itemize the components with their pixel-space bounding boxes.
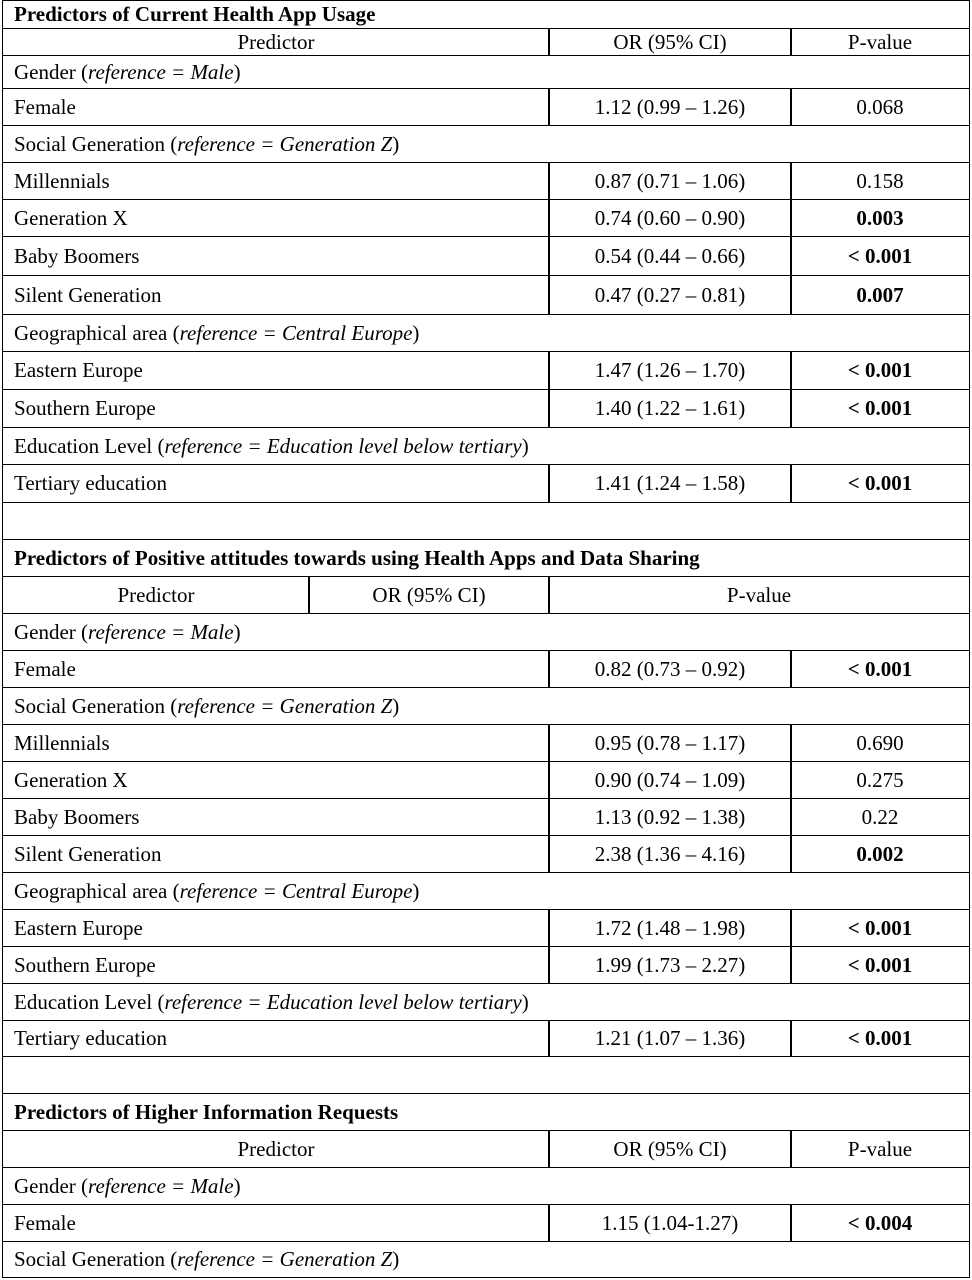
or-value: 1.99 (1.73 – 2.27): [548, 946, 792, 984]
p-value: < 0.001: [790, 909, 970, 947]
or-value: 0.47 (0.27 – 0.81): [548, 275, 792, 315]
group-label: Social Generation ( reference = Generation Z ): [2, 687, 970, 725]
group-label: Social Generation ( reference = Generation Z ): [2, 1241, 970, 1278]
p-value: < 0.001: [790, 946, 970, 984]
p-value: 0.690: [790, 724, 970, 762]
predictor-name: Eastern Europe: [2, 351, 550, 390]
or-value: 1.15 (1.04-1.27): [548, 1204, 792, 1242]
table-row: [0, 650, 970, 688]
group-label: Geographical area ( reference = Central Europe ): [2, 872, 970, 910]
group-row: [0, 687, 970, 725]
or-value: 1.40 (1.22 – 1.61): [548, 389, 792, 428]
section-title-row: [0, 0, 970, 29]
header-predictor: Predictor: [2, 1130, 550, 1168]
header-predictor: Predictor: [2, 576, 310, 614]
or-value: 1.12 (0.99 – 1.26): [548, 88, 792, 126]
group-row: [0, 1167, 970, 1205]
table-row: [0, 275, 970, 315]
spacer-cell: [2, 1056, 970, 1094]
p-value: 0.275: [790, 761, 970, 799]
section-title-row: [0, 539, 970, 577]
predictor-name: Baby Boomers: [2, 236, 550, 276]
table-row: [0, 236, 970, 276]
spacer-cell: [2, 502, 970, 540]
or-value: 1.13 (0.92 – 1.38): [548, 798, 792, 836]
or-value: 0.87 (0.71 – 1.06): [548, 162, 792, 200]
table-row: [0, 909, 970, 947]
header-p-value: P-value: [790, 1130, 970, 1168]
section-title: Predictors of Positive attitudes towards using Health Apps and Data Sharing: [2, 539, 970, 577]
group-label: Social Generation ( reference = Generation Z ): [2, 125, 970, 163]
p-value: < 0.001: [790, 389, 970, 428]
or-value: 0.90 (0.74 – 1.09): [548, 761, 792, 799]
group-row: [0, 872, 970, 910]
p-value: 0.007: [790, 275, 970, 315]
p-value: 0.002: [790, 835, 970, 873]
predictor-name: Eastern Europe: [2, 909, 550, 947]
group-row: [0, 613, 970, 651]
or-value: 2.38 (1.36 – 4.16): [548, 835, 792, 873]
p-value: < 0.001: [790, 351, 970, 390]
predictor-name: Silent Generation: [2, 835, 550, 873]
group-label: Gender ( reference = Male ): [2, 613, 970, 651]
table-row: [0, 761, 970, 799]
table-row: [0, 162, 970, 200]
p-value: < 0.001: [790, 1020, 970, 1057]
spacer-row: [0, 502, 970, 540]
group-row: [0, 314, 970, 352]
table-row: [0, 1020, 970, 1057]
or-value: 1.72 (1.48 – 1.98): [548, 909, 792, 947]
table-row: [0, 724, 970, 762]
group-row: [0, 983, 970, 1021]
group-row: [0, 427, 970, 465]
section-title: Predictors of Current Health App Usage: [2, 0, 970, 29]
table-row: [0, 464, 970, 503]
header-or: OR (95% CI): [308, 576, 550, 614]
table-row: [0, 351, 970, 390]
group-row: [0, 1241, 970, 1278]
table-row: [0, 946, 970, 984]
group-row: [0, 55, 970, 89]
p-value: 0.158: [790, 162, 970, 200]
table-row: [0, 835, 970, 873]
header-row: [0, 28, 970, 56]
predictor-name: Southern Europe: [2, 389, 550, 428]
or-value: 1.41 (1.24 – 1.58): [548, 464, 792, 503]
section-title: Predictors of Higher Information Requests: [2, 1093, 970, 1131]
p-value: < 0.001: [790, 236, 970, 276]
p-value: < 0.001: [790, 464, 970, 503]
group-label: Gender ( reference = Male ): [2, 1167, 970, 1205]
p-value: 0.068: [790, 88, 970, 126]
group-label: Education Level ( reference = Education level below tertiary ): [2, 983, 970, 1021]
header-or: OR (95% CI): [548, 1130, 792, 1168]
spacer-row: [0, 1056, 970, 1094]
table-row: [0, 88, 970, 126]
predictor-name: Tertiary education: [2, 464, 550, 503]
predictor-name: Female: [2, 88, 550, 126]
group-label: Education Level ( reference = Education level below tertiary ): [2, 427, 970, 465]
group-row: [0, 125, 970, 163]
predictor-name: Female: [2, 650, 550, 688]
predictor-name: Generation X: [2, 761, 550, 799]
or-value: 0.95 (0.78 – 1.17): [548, 724, 792, 762]
header-row: [0, 576, 970, 614]
table-row: [0, 798, 970, 836]
group-label: Gender ( reference = Male ): [2, 55, 970, 89]
predictor-name: Millennials: [2, 724, 550, 762]
or-value: 1.47 (1.26 – 1.70): [548, 351, 792, 390]
table-row: [0, 199, 970, 237]
p-value: < 0.004: [790, 1204, 970, 1242]
header-row: [0, 1130, 970, 1168]
table-row: [0, 1204, 970, 1242]
header-predictor: Predictor: [2, 28, 550, 56]
predictor-name: Generation X: [2, 199, 550, 237]
predictor-name: Silent Generation: [2, 275, 550, 315]
or-value: 0.82 (0.73 – 0.92): [548, 650, 792, 688]
predictor-name: Female: [2, 1204, 550, 1242]
or-value: 0.54 (0.44 – 0.66): [548, 236, 792, 276]
predictor-name: Millennials: [2, 162, 550, 200]
predictor-name: Tertiary education: [2, 1020, 550, 1057]
predictor-name: Baby Boomers: [2, 798, 550, 836]
p-value: 0.22: [790, 798, 970, 836]
section-title-row: [0, 1093, 970, 1131]
header-p-value: P-value: [548, 576, 970, 614]
p-value: 0.003: [790, 199, 970, 237]
predictor-name: Southern Europe: [2, 946, 550, 984]
p-value: < 0.001: [790, 650, 970, 688]
group-label: Geographical area ( reference = Central Europe ): [2, 314, 970, 352]
or-value: 1.21 (1.07 – 1.36): [548, 1020, 792, 1057]
header-or: OR (95% CI): [548, 28, 792, 56]
table-row: [0, 389, 970, 428]
or-value: 0.74 (0.60 – 0.90): [548, 199, 792, 237]
header-p-value: P-value: [790, 28, 970, 56]
